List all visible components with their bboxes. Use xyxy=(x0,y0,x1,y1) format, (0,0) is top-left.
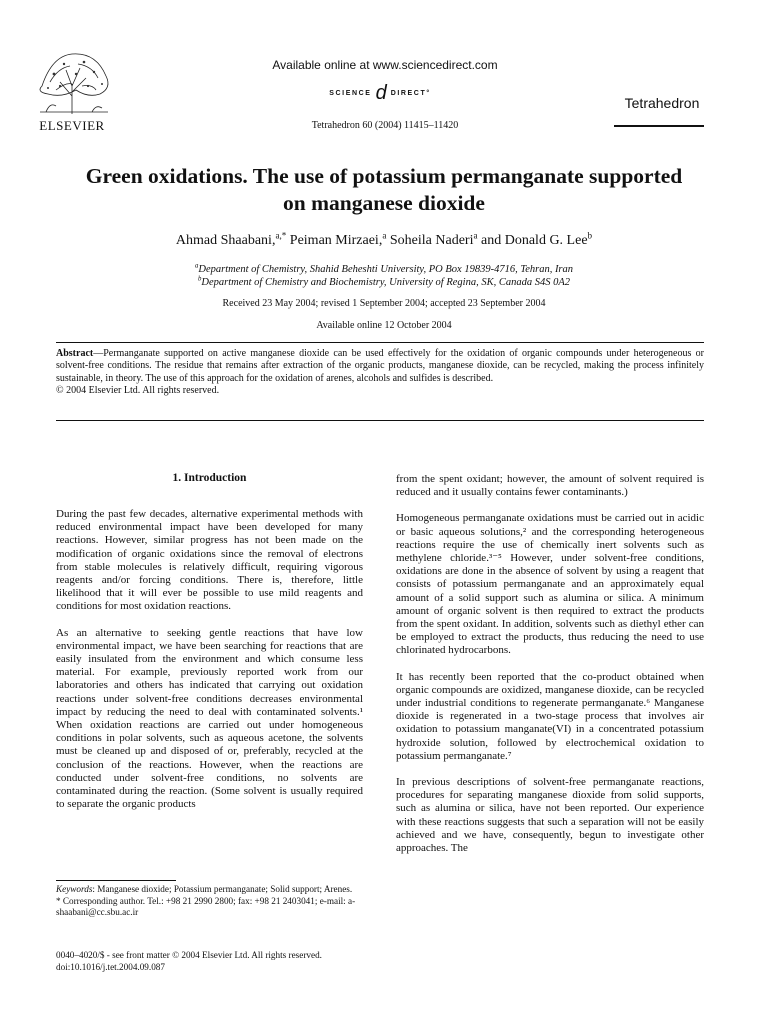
affiliation-text: Department of Chemistry, Shahid Beheshti University, PO Box 19839-4716, Tehran, Iran xyxy=(198,264,574,275)
sciencedirect-symbol-icon: d xyxy=(375,82,387,104)
publisher-name: ELSEVIER xyxy=(39,118,105,133)
author-name: Soheila Naderi xyxy=(386,233,474,248)
author-affiliation-mark: a xyxy=(473,230,478,241)
corresponding-author-note: * Corresponding author. Tel.: +98 21 2990 2800; fax: +98 21 2403041; e-mail: a-shaabani@cc.sbu.ac.ir xyxy=(56,895,356,917)
section-heading-introduction: 1. Introduction xyxy=(172,472,247,484)
body-paragraph: It has recently been reported that the co-product obtained when organic compounds are oxidized, manganese dioxide, can be recycled under industrial conditions to regenerate permanganate.⁶ Manganese dioxide is regenerated in a two-stage process that involves air oxidation to potassium manganate(VI) in a concentrated potassium hydroxide solution, followed by electrochemical oxidation to potassium permanganate.⁷ xyxy=(396,670,704,762)
body-paragraph: As an alternative to seeking gentle reactions that have low environmental impact, we have been searching for reactions that are easily insulated from the environment and which consume less material. For example, previously reported work from our laboratories and others has indicated that carrying out oxidation reactions under solvent-free conditions decreases environmental impact by reducing the need to deal with contaminated solvents.¹ When oxidation reactions are carried out under homogeneous conditions in polar solvents, such as aqueous acetone, the solvents must be cleaned up and disposed of or, preferably, recycled at the conclusion of the reactions. However, when the reactions are conducted under solvent-free conditions, no solvents are contaminated during the reaction. (Some solvent is usually required to separate the organic products xyxy=(56,626,363,811)
abstract xyxy=(56,348,704,398)
body-paragraph: from the spent oxidant; however, the amount of solvent required is reduced and it usually contains fewer contaminants.) xyxy=(396,473,704,499)
abstract-label: Abstract xyxy=(56,348,94,359)
author-name: Peiman Mirzaei, xyxy=(286,233,383,248)
tree-icon xyxy=(22,46,122,116)
author-affiliation-mark: a xyxy=(382,230,387,241)
affiliations xyxy=(40,263,728,289)
abstract-text: —Permanganate supported on active manganese dioxide can be used effectively for the oxidation of organic compounds under heterogeneous or solvent-free conditions. The residue that remains after extraction of the organic products, manganese dioxide, can be recycled, making the process infinitely sustainable, in theory. The use of this approach for the oxidation of arenes, alcohols and sulfides is described. xyxy=(56,348,704,384)
keywords-label: Keywords xyxy=(56,884,93,894)
left-column xyxy=(56,508,363,824)
journal-citation: Tetrahedron 60 (2004) 11415–11420 xyxy=(311,120,459,131)
right-column xyxy=(396,473,704,868)
available-online-line: Available online at www.sciencedirect.com xyxy=(272,58,498,72)
footnote-rule xyxy=(56,880,176,881)
author-list xyxy=(40,230,728,249)
sciencedirect-logo xyxy=(300,82,460,104)
affiliation-line xyxy=(40,263,728,276)
doi-line: doi:10.1016/j.tet.2004.09.087 xyxy=(56,961,165,972)
footnotes xyxy=(56,884,363,919)
author-name: and Donald G. Lee xyxy=(477,233,588,248)
body-paragraph: In previous descriptions of solvent-free permanganate reactions, procedures for separating manganese dioxide from solid supports, such as alumina or silica, have not been reported. Our experience with these reactions suggests that such a separation will not be easily achieved and we have, consequently, begun to investigate other approaches. The xyxy=(396,776,704,855)
sciencedirect-right-word: DIRECT° xyxy=(390,89,431,97)
sciencedirect-left-word: SCIENCE xyxy=(329,89,372,97)
affiliation-line xyxy=(40,276,728,289)
keywords-text: : Manganese dioxide; Potassium permanganate; Solid support; Arenes. xyxy=(92,884,353,894)
article-title xyxy=(40,163,728,217)
front-matter-info xyxy=(56,950,376,973)
author-name: Ahmad Shaabani, xyxy=(175,233,276,248)
journal-name-underline xyxy=(614,125,704,127)
affiliation-mark: a xyxy=(194,262,199,270)
keywords-line xyxy=(56,884,363,896)
author-affiliation-mark: b xyxy=(587,230,593,241)
abstract-copyright: © 2004 Elsevier Ltd. All rights reserved. xyxy=(56,385,220,397)
affiliation-mark: b xyxy=(197,275,202,283)
affiliation-text: Department of Chemistry and Biochemistry, University of Regina, SK, Canada S4S 0A2 xyxy=(201,277,571,288)
issn-line: 0040–4020/$ - see front matter © 2004 Elsevier Ltd. All rights reserved. xyxy=(56,950,322,960)
title-line-1: Green oxidations. The use of potassium permanganate supported xyxy=(85,164,683,188)
body-paragraph: During the past few decades, alternative experimental methods with reduced environmental impact have been developed for many reactions. However, similar progress has not been made on the modification of organic oxidations since the removal of electrons from stable molecules is relatively difficult, requiring vigorous reagents and/or forcing conditions. There is, therefore, little likelihood that it will ever be possible to use mild reagents and conditions for most oxidation reactions. xyxy=(56,508,363,613)
body-paragraph: Homogeneous permanganate oxidations must be carried out in acidic or basic aqueous solutions,² and the corresponding heterogeneous reactions require the use of chemically inert solvents such as methylene chloride.³⁻⁵ However, under solvent-free conditions, oxidations are done in the absence of solvent by using a reagent that consists of potassium permanganate and an approximately equal amount of a solid support such as alumina or silica. A minimum amount of organic solvent is then required to extract the products from the spent oxidant. In addition, solvents such as diethyl ether can be employed to extract the products, thus reducing the need to use chlorinated hydrocarbons. xyxy=(396,512,704,657)
abstract-bottom-rule xyxy=(56,420,704,421)
received-dates: Received 23 May 2004; revised 1 September 2004; accepted 23 September 2004 xyxy=(222,298,546,309)
abstract-top-rule xyxy=(56,342,704,343)
journal-name: Tetrahedron xyxy=(624,95,700,111)
online-date: Available online 12 October 2004 xyxy=(316,320,452,331)
author-affiliation-mark: a,* xyxy=(275,230,287,241)
title-line-2: on manganese dioxide xyxy=(283,191,485,215)
